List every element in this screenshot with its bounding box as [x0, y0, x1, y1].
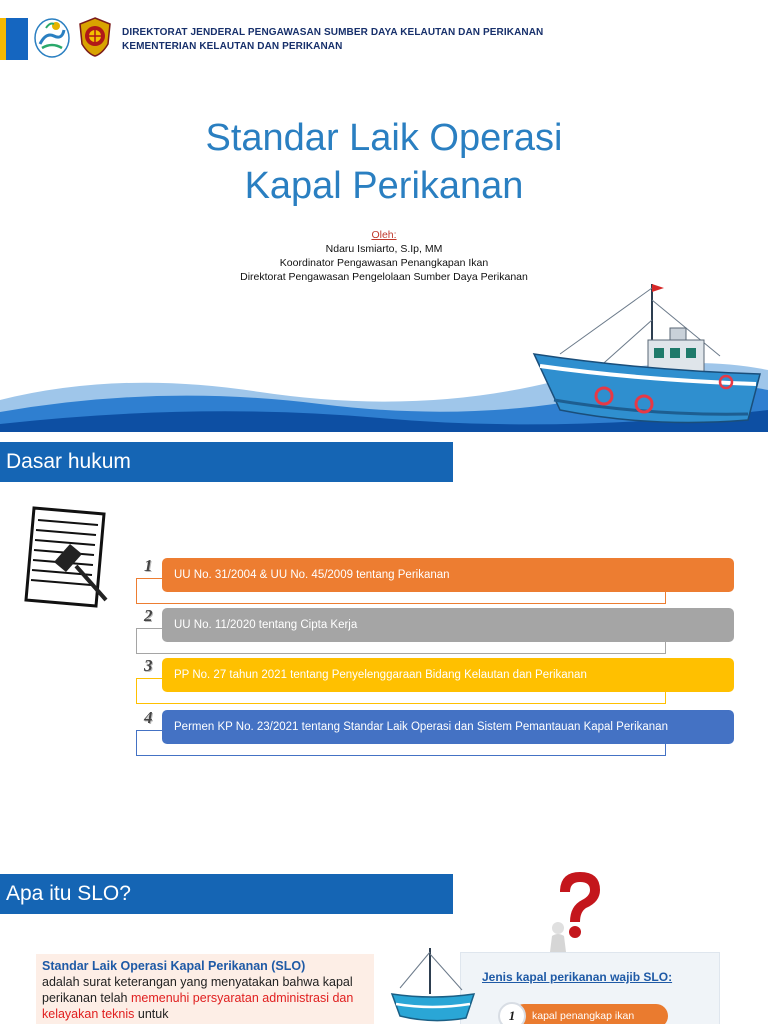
- presentation-title: [0, 114, 768, 210]
- law-item-label: Permen KP No. 23/2021 tentang Standar Laik Operasi dan Sistem Pemantauan Kapal Perikanan: [162, 710, 734, 744]
- small-fishing-boat-icon: [386, 944, 478, 1024]
- law-item-4: [136, 710, 666, 758]
- org-line-2: KEMENTERIAN KELAUTAN DAN PERIKANAN: [122, 41, 343, 52]
- law-item-number: 2: [144, 606, 153, 625]
- section-title-legal: Dasar hukum: [0, 442, 453, 482]
- legal-basis-slide: [0, 432, 768, 864]
- slo-definition-text: adalah surat keterangan yang menyatakan bahwa kapal perikanan telah: [42, 975, 353, 1005]
- law-item-number: 3: [144, 656, 153, 675]
- cover-slide: [0, 0, 768, 432]
- psdkp-emblem-icon: [76, 16, 114, 58]
- slo-definition-slide: [0, 864, 768, 1024]
- vessel-type-number: 1: [498, 1002, 526, 1024]
- presenter-directorate: Direktorat Pengawasan Pengelolaan Sumber Daya Perikanan: [240, 271, 528, 283]
- legal-document-gavel-icon: [20, 502, 112, 612]
- law-item-label: UU No. 11/2020 tentang Cipta Kerja: [162, 608, 734, 642]
- law-item-3: [136, 658, 666, 706]
- vessel-type-item: kapal penangkap ikan: [512, 1004, 668, 1024]
- law-item-1: [136, 558, 666, 606]
- title-line-1: Standar Laik Operasi: [205, 117, 563, 159]
- slo-definition-text-end: untuk: [137, 1007, 169, 1021]
- org-line-1: DIREKTORAT JENDERAL PENGAWASAN SUMBER DAYA KELAUTAN DAN PERIKANAN: [122, 27, 544, 38]
- by-label: Oleh:: [371, 229, 397, 241]
- law-item-2: [136, 608, 666, 656]
- header-accent-blue: [6, 18, 28, 60]
- question-mark-figure-icon: [538, 866, 618, 956]
- slo-definition-box: [36, 954, 374, 1024]
- law-item-label: PP No. 27 tahun 2021 tentang Penyelenggaraan Bidang Kelautan dan Perikanan: [162, 658, 734, 692]
- presenter-name: Ndaru Ismiarto, S.Ip, MM: [325, 243, 443, 255]
- slo-term: Standar Laik Operasi Kapal Perikanan (SLO): [42, 959, 306, 973]
- presenter-role: Koordinator Pengawasan Penangkapan Ikan: [279, 257, 489, 269]
- law-item-number: 4: [144, 708, 153, 727]
- section-title-slo: Apa itu SLO?: [0, 874, 453, 914]
- kkp-logo-icon: [32, 14, 72, 60]
- law-item-label: UU No. 31/2004 & UU No. 45/2009 tentang Perikanan: [162, 558, 734, 592]
- title-line-2: Kapal Perikanan: [244, 165, 524, 207]
- law-item-number: 1: [144, 556, 153, 575]
- vessel-type-title: Jenis kapal perikanan wajib SLO:: [482, 970, 673, 984]
- slo-definition-highlight: memenuhi persyaratan administrasi dan kelayakan teknis: [42, 991, 354, 1021]
- fishing-boat-illustration: [520, 270, 768, 432]
- organization-name: [122, 26, 543, 54]
